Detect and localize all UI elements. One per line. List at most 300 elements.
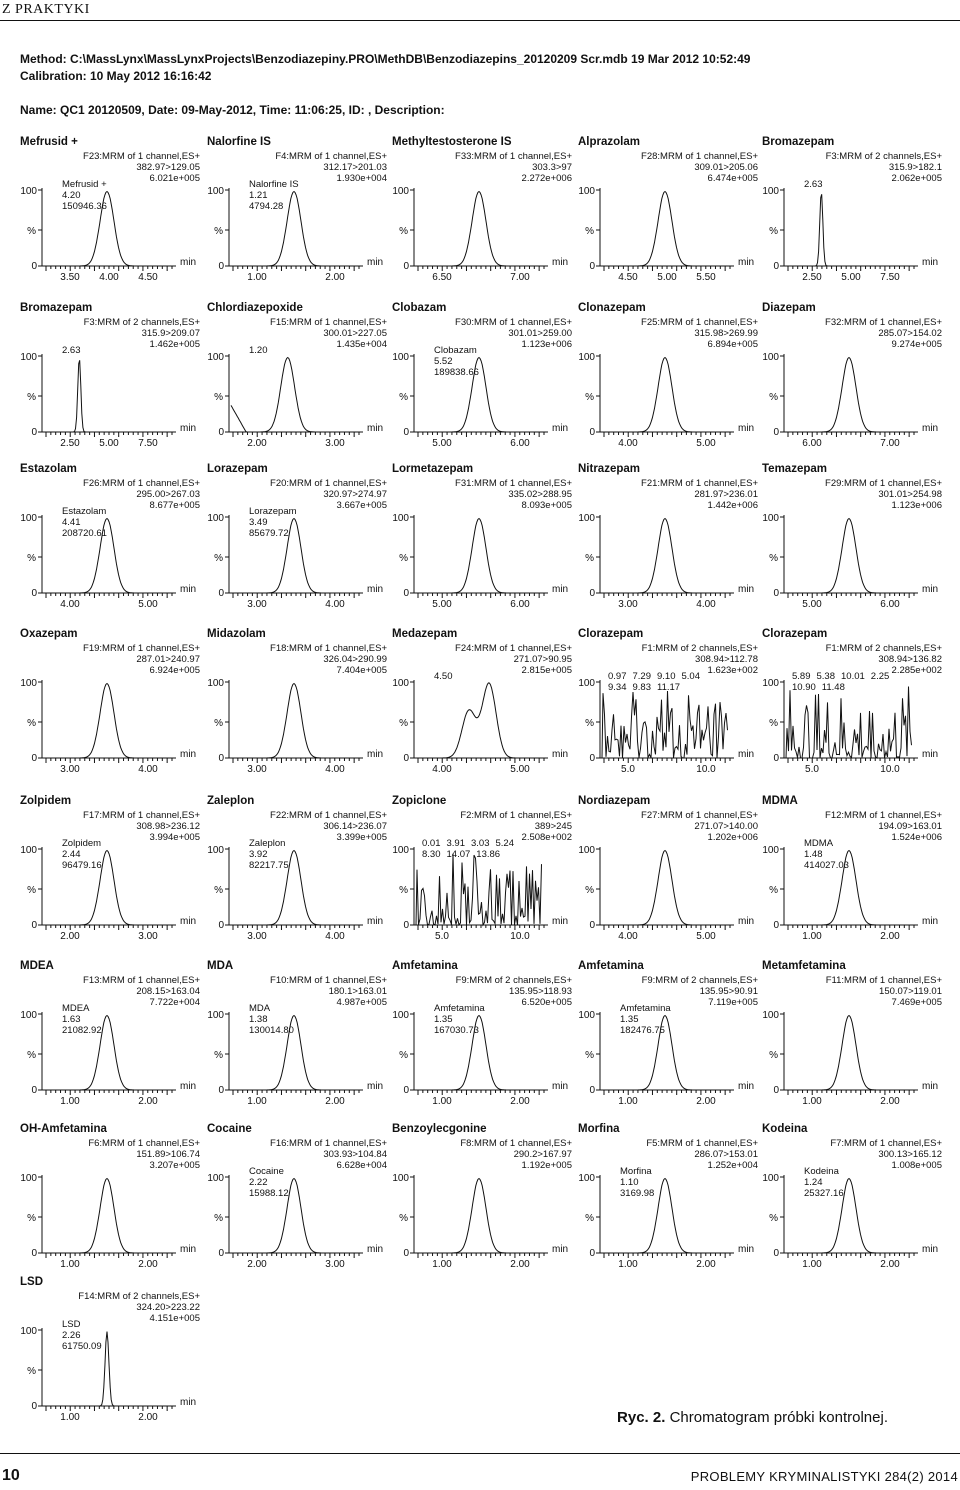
chromatogram-panel — [20, 628, 204, 788]
peak-label: 5.89 — [792, 671, 811, 682]
channel-info — [460, 1138, 572, 1171]
y-label-percent: % — [399, 1213, 408, 1224]
chromatogram-panel — [207, 795, 391, 955]
x-tick-label: 6.50 — [432, 272, 452, 283]
compound-name: Amfetamina — [392, 960, 458, 972]
chromatogram-trace — [416, 192, 542, 267]
peak-label: Amfetamina — [620, 1003, 671, 1014]
y-label-percent: % — [585, 1050, 594, 1061]
x-tick-label: 4.00 — [99, 272, 119, 283]
y-label-100: 100 — [207, 186, 224, 197]
peak-label: 189838.66 — [434, 367, 479, 378]
peak-annotation — [434, 1003, 485, 1036]
channel-info — [641, 478, 758, 511]
peak-label: 13.86 — [476, 849, 501, 860]
mrm-channel: F10:MRM of 1 channel,ES+ — [270, 975, 387, 986]
peak-label: 9.10 — [657, 671, 676, 682]
peak-annotation — [249, 345, 268, 356]
x-tick-label: 5.00 — [657, 272, 677, 283]
peak-label: 4.20 — [62, 190, 81, 201]
peak-intensity: 1.252e+004 — [707, 1160, 758, 1171]
x-unit-label: min — [922, 749, 939, 760]
channel-info — [641, 810, 758, 843]
x-tick-label: 3.00 — [325, 1259, 345, 1270]
chromatogram-trace — [602, 519, 728, 594]
y-label-100: 100 — [762, 845, 779, 856]
peak-intensity: 2.062e+005 — [891, 173, 942, 184]
compound-name: Zopiclone — [392, 795, 447, 807]
compound-name: MDMA — [762, 795, 798, 807]
peak-label: 2.25 — [870, 671, 890, 682]
calibration-line: Calibration: 10 May 2012 16:16:42 — [20, 69, 212, 83]
peak-intensity: 3.399e+005 — [336, 832, 387, 843]
compound-name: Methyltestosterone IS — [392, 136, 512, 148]
channel-info — [826, 151, 942, 184]
peak-label: 5.52 — [434, 356, 453, 367]
mrm-channel: F23:MRM of 1 channel,ES+ — [83, 151, 200, 162]
y-label-100: 100 — [20, 352, 37, 363]
y-label-100: 100 — [20, 186, 37, 197]
y-label-0: 0 — [589, 1248, 595, 1259]
chromatogram-trace — [44, 360, 170, 432]
peak-label: 11.17 — [657, 682, 681, 693]
mrm-transition: 303.93>104.84 — [323, 1149, 387, 1160]
mrm-channel: F12:MRM of 1 channel,ES+ — [825, 810, 942, 821]
x-tick-label: 4.00 — [60, 599, 80, 610]
chromatogram-trace — [786, 1016, 912, 1091]
chromatogram-trace — [231, 684, 357, 759]
x-tick-label: 1.00 — [60, 1259, 80, 1270]
y-label-0: 0 — [31, 261, 37, 272]
y-label-100: 100 — [392, 186, 409, 197]
x-unit-label: min — [738, 1081, 755, 1092]
y-label-percent: % — [769, 1213, 778, 1224]
peak-annotation — [62, 1319, 102, 1352]
mrm-transition: 301.01>259.00 — [508, 328, 572, 339]
channel-info — [646, 1138, 758, 1171]
y-label-0: 0 — [31, 427, 37, 438]
peak-annotation — [620, 1003, 671, 1036]
chromatogram-panel — [762, 463, 946, 623]
compound-name: Bromazepam — [762, 136, 835, 148]
y-label-100: 100 — [207, 845, 224, 856]
y-label-0: 0 — [773, 753, 779, 764]
peak-label: Zaleplon — [249, 838, 286, 849]
x-tick-label: 1.00 — [802, 1259, 822, 1270]
peak-label: 10.90 — [792, 682, 816, 693]
mrm-channel: F5:MRM of 1 channel,ES+ — [646, 1138, 758, 1149]
peak-label: 1.10 — [620, 1177, 639, 1188]
channel-info — [455, 643, 572, 676]
mrm-transition: 287.01>240.97 — [136, 654, 200, 665]
peak-annotation — [62, 838, 102, 871]
y-label-100: 100 — [578, 845, 595, 856]
y-label-percent: % — [27, 885, 36, 896]
peak-annotation — [434, 671, 453, 682]
mrm-transition: 208.15>163.04 — [136, 986, 200, 997]
x-tick-label: 2.00 — [696, 1259, 716, 1270]
y-label-percent: % — [27, 553, 36, 564]
chromatogram-trace — [602, 358, 728, 433]
peak-annotation — [804, 838, 849, 871]
x-unit-label: min — [367, 749, 384, 760]
mrm-transition: 309.01>205.06 — [694, 162, 758, 173]
y-label-100: 100 — [392, 1010, 409, 1021]
y-label-percent: % — [214, 392, 223, 403]
peak-label: 85679.72 — [249, 528, 289, 539]
y-label-percent: % — [769, 1050, 778, 1061]
peak-annotation — [422, 838, 542, 860]
peak-label: 15988.12 — [249, 1188, 289, 1199]
x-unit-label: min — [552, 1081, 569, 1092]
channel-info — [455, 478, 572, 511]
chromatogram-panel — [207, 302, 391, 462]
x-tick-label: 2.50 — [802, 272, 822, 283]
x-tick-label: 3.00 — [138, 931, 158, 942]
chromatogram-panel — [762, 960, 946, 1120]
chromatogram-trace — [786, 519, 912, 594]
x-tick-label: 4.00 — [138, 764, 158, 775]
x-unit-label: min — [367, 1081, 384, 1092]
y-label-100: 100 — [578, 1010, 595, 1021]
peak-intensity: 1.623e+002 — [707, 665, 758, 676]
mrm-transition: 135.95>118.93 — [509, 986, 572, 997]
chromatogram-trace — [602, 192, 728, 267]
peak-intensity: 1.008e+005 — [891, 1160, 942, 1171]
compound-name: OH-Amfetamina — [20, 1123, 107, 1135]
mrm-transition: 312.17>201.03 — [323, 162, 387, 173]
peak-label: 3.92 — [249, 849, 268, 860]
mrm-channel: F18:MRM of 1 channel,ES+ — [270, 643, 387, 654]
peak-label: 3169.98 — [620, 1188, 655, 1199]
compound-name: Mefrusid + — [20, 136, 78, 148]
compound-name: Clonazepam — [578, 302, 646, 314]
y-label-100: 100 — [762, 513, 779, 524]
x-tick-label: 2.00 — [325, 272, 345, 283]
peak-annotation — [620, 1166, 654, 1199]
y-label-100: 100 — [762, 352, 779, 363]
peak-annotation — [804, 1166, 844, 1199]
mrm-transition: 271.07>90.95 — [513, 654, 572, 665]
x-unit-label: min — [922, 1081, 939, 1092]
mrm-transition: 303.3>97 — [532, 162, 572, 173]
x-unit-label: min — [180, 1244, 197, 1255]
mrm-transition: 290.2>167.97 — [513, 1149, 572, 1160]
x-unit-label: min — [367, 916, 384, 927]
peak-annotation — [804, 179, 823, 190]
compound-name: Oxazepam — [20, 628, 78, 640]
x-tick-label: 4.00 — [325, 764, 345, 775]
y-label-0: 0 — [589, 427, 595, 438]
peak-annotation — [249, 1003, 294, 1036]
y-label-100: 100 — [578, 1173, 595, 1184]
chromatogram-panel — [207, 136, 391, 296]
mrm-channel: F27:MRM of 1 channel,ES+ — [641, 810, 758, 821]
chromatogram-panel — [578, 628, 762, 788]
x-unit-label: min — [180, 749, 197, 760]
peak-label: Cocaine — [249, 1166, 284, 1177]
x-tick-label: 6.00 — [880, 599, 900, 610]
y-label-percent: % — [27, 1366, 36, 1377]
compound-name: Morfina — [578, 1123, 620, 1135]
peak-label: 3.03 — [471, 838, 490, 849]
x-tick-label: 7.00 — [880, 438, 900, 449]
y-label-percent: % — [27, 1213, 36, 1224]
peak-label: 96479.16 — [62, 860, 102, 871]
mrm-channel: F4:MRM of 1 channel,ES+ — [275, 151, 387, 162]
y-label-0: 0 — [589, 1085, 595, 1096]
y-label-percent: % — [769, 226, 778, 237]
peak-label: 3.49 — [249, 517, 268, 528]
peak-annotation — [62, 345, 81, 356]
peak-annotation — [249, 506, 297, 539]
peak-annotation — [792, 671, 912, 693]
mrm-channel: F3:MRM of 2 channels,ES+ — [825, 151, 942, 162]
x-tick-label: 1.00 — [247, 1096, 267, 1107]
y-label-0: 0 — [403, 920, 409, 931]
peak-intensity: 2.815e+005 — [521, 665, 572, 676]
peak-label: Estazolam — [62, 506, 107, 517]
mrm-transition: 151.89>106.74 — [136, 1149, 200, 1160]
x-unit-label: min — [738, 916, 755, 927]
x-tick-label: 5.00 — [696, 931, 716, 942]
y-label-0: 0 — [589, 753, 595, 764]
section-header: Z PRAKTYKI — [2, 2, 90, 17]
peak-label: LSD — [62, 1319, 81, 1330]
x-tick-label: 5.00 — [802, 599, 822, 610]
y-label-percent: % — [27, 1050, 36, 1061]
y-label-100: 100 — [392, 352, 409, 363]
peak-intensity: 6.628e+004 — [336, 1160, 387, 1171]
peak-label: 2.22 — [249, 1177, 268, 1188]
x-tick-label: 4.00 — [696, 599, 716, 610]
peak-label: 82217.75 — [249, 860, 289, 871]
x-unit-label: min — [552, 584, 569, 595]
mrm-channel: F26:MRM of 1 channel,ES+ — [83, 478, 200, 489]
peak-intensity: 7.469e+005 — [891, 997, 942, 1008]
x-tick-label: 3.50 — [60, 272, 80, 283]
chromatogram-panel — [578, 302, 762, 462]
y-label-0: 0 — [218, 1248, 224, 1259]
y-label-0: 0 — [773, 920, 779, 931]
x-tick-label: 2.00 — [247, 1259, 267, 1270]
mrm-transition: 271.07>140.00 — [694, 821, 758, 832]
x-tick-label: 1.00 — [802, 931, 822, 942]
compound-name: Midazolam — [207, 628, 266, 640]
mrm-channel: F8:MRM of 1 channel,ES+ — [460, 1138, 572, 1149]
x-tick-label: 3.00 — [247, 764, 267, 775]
peak-label: 5.38 — [816, 671, 835, 682]
peak-label: 4.50 — [434, 671, 453, 682]
channel-info — [641, 317, 758, 350]
x-tick-label: 5.50 — [696, 272, 716, 283]
y-label-0: 0 — [218, 920, 224, 931]
y-label-0: 0 — [218, 1085, 224, 1096]
x-tick-label: 7.50 — [138, 438, 158, 449]
mrm-channel: F2:MRM of 1 channel,ES+ — [460, 810, 572, 821]
x-unit-label: min — [552, 749, 569, 760]
y-label-100: 100 — [20, 1326, 37, 1337]
y-label-0: 0 — [218, 753, 224, 764]
x-tick-label: 4.50 — [138, 272, 158, 283]
compound-name: LSD — [20, 1276, 43, 1288]
y-label-100: 100 — [762, 678, 779, 689]
caption-label: Ryc. 2. — [617, 1409, 666, 1426]
y-label-100: 100 — [578, 186, 595, 197]
peak-intensity: 4.987e+005 — [336, 997, 387, 1008]
compound-name: Clorazepam — [578, 628, 644, 640]
mrm-channel: F13:MRM of 1 channel,ES+ — [83, 975, 200, 986]
channel-info — [270, 643, 387, 676]
peak-intensity: 1.524e+006 — [891, 832, 942, 843]
mrm-channel: F31:MRM of 1 channel,ES+ — [455, 478, 572, 489]
y-label-100: 100 — [392, 845, 409, 856]
x-tick-label: 2.50 — [60, 438, 80, 449]
peak-label: Morfina — [620, 1166, 652, 1177]
y-label-0: 0 — [218, 261, 224, 272]
peak-label: 8.30 — [422, 849, 441, 860]
mrm-transition: 326.04>290.99 — [323, 654, 387, 665]
peak-label: MDMA — [804, 838, 834, 849]
x-tick-label: 10.0 — [510, 931, 530, 942]
peak-label: 2.44 — [62, 849, 81, 860]
x-tick-label: 2.00 — [880, 1259, 900, 1270]
x-tick-label: 5.00 — [99, 438, 119, 449]
y-label-0: 0 — [31, 753, 37, 764]
peak-label: 9.83 — [632, 682, 651, 693]
peak-label: Kodeina — [804, 1166, 839, 1177]
mrm-transition: 301.01>254.98 — [878, 489, 942, 500]
y-label-percent: % — [214, 553, 223, 564]
x-unit-label: min — [922, 257, 939, 268]
mrm-channel: F28:MRM of 1 channel,ES+ — [641, 151, 758, 162]
y-label-0: 0 — [403, 261, 409, 272]
mrm-transition: 315.9>209.07 — [141, 328, 200, 339]
x-unit-label: min — [922, 584, 939, 595]
x-tick-label: 1.00 — [432, 1096, 452, 1107]
peak-annotation — [62, 1003, 102, 1036]
x-tick-label: 1.00 — [618, 1096, 638, 1107]
compound-name: Clobazam — [392, 302, 447, 314]
mrm-transition: 150.07>119.01 — [879, 986, 942, 997]
y-label-percent: % — [585, 885, 594, 896]
mrm-transition: 295.00>267.03 — [136, 489, 200, 500]
y-label-100: 100 — [578, 513, 595, 524]
mrm-transition: 382.97>129.05 — [136, 162, 200, 173]
x-tick-label: 5.00 — [432, 599, 452, 610]
y-label-100: 100 — [207, 1173, 224, 1184]
compound-name: MDEA — [20, 960, 54, 972]
peak-label: 7.29 — [632, 671, 651, 682]
peak-intensity: 1.442e+006 — [707, 500, 758, 511]
x-unit-label: min — [738, 257, 755, 268]
chromatogram-panel — [578, 795, 762, 955]
x-unit-label: min — [180, 916, 197, 927]
peak-label: 1.63 — [62, 1014, 81, 1025]
peak-label: MDEA — [62, 1003, 90, 1014]
y-label-0: 0 — [31, 920, 37, 931]
peak-label: 11.48 — [821, 682, 845, 693]
y-label-0: 0 — [218, 427, 224, 438]
x-tick-label: 4.00 — [325, 599, 345, 610]
mrm-transition: 286.07>153.01 — [694, 1149, 758, 1160]
y-label-0: 0 — [403, 1085, 409, 1096]
y-label-percent: % — [27, 718, 36, 729]
mrm-channel: F1:MRM of 2 channels,ES+ — [825, 643, 942, 654]
y-label-percent: % — [27, 392, 36, 403]
compound-name: Benzoylecgonine — [392, 1123, 487, 1135]
x-tick-label: 2.00 — [138, 1412, 158, 1423]
x-tick-label: 3.00 — [618, 599, 638, 610]
peak-annotation — [249, 838, 289, 871]
method-line: Method: C:\MassLynx\MassLynxProjects\Benzodiazepiny.PRO\MethDB\Benzodiazepins_20120209 Scr.mdb 19 Mar 2012 10:52:49 — [20, 52, 751, 66]
chromatogram-panel — [762, 795, 946, 955]
compound-name: Nalorfine IS — [207, 136, 271, 148]
mrm-channel: F30:MRM of 1 channel,ES+ — [455, 317, 572, 328]
x-tick-label: 6.00 — [510, 438, 530, 449]
chromatogram-panel — [762, 628, 946, 788]
chromatogram-trace — [786, 194, 912, 266]
chromatogram-trace — [44, 684, 170, 759]
peak-intensity: 4.151e+005 — [149, 1313, 200, 1324]
x-tick-label: 4.50 — [618, 272, 638, 283]
chromatogram-trace — [231, 358, 357, 433]
y-label-percent: % — [399, 1050, 408, 1061]
chromatogram-panel — [20, 1123, 204, 1283]
peak-label: MDA — [249, 1003, 271, 1014]
peak-label: 1.35 — [434, 1014, 453, 1025]
y-label-percent: % — [769, 553, 778, 564]
y-label-percent: % — [399, 226, 408, 237]
x-unit-label: min — [738, 1244, 755, 1255]
channel-info — [825, 317, 942, 350]
x-tick-label: 1.00 — [60, 1096, 80, 1107]
peak-label: 2.63 — [804, 179, 823, 190]
peak-label: 208720.61 — [62, 528, 107, 539]
y-label-100: 100 — [20, 1173, 37, 1184]
chromatogram-panel — [578, 1123, 762, 1283]
y-label-100: 100 — [207, 352, 224, 363]
peak-label: 25327.16 — [804, 1188, 844, 1199]
y-label-0: 0 — [403, 753, 409, 764]
x-tick-label: 1.00 — [60, 1412, 80, 1423]
peak-intensity: 6.021e+005 — [149, 173, 200, 184]
channel-info — [88, 1138, 200, 1171]
chromatogram-panel — [578, 960, 762, 1120]
peak-label: 130014.80 — [249, 1025, 294, 1036]
compound-name: Medazepam — [392, 628, 458, 640]
chromatogram-trace — [44, 1179, 170, 1254]
y-label-0: 0 — [403, 588, 409, 599]
page-number: 10 — [2, 1467, 20, 1484]
x-unit-label: min — [738, 423, 755, 434]
x-tick-label: 2.00 — [247, 438, 267, 449]
chromatogram-panel — [762, 302, 946, 462]
x-unit-label: min — [180, 584, 197, 595]
x-unit-label: min — [367, 584, 384, 595]
peak-label: 21082.92 — [62, 1025, 102, 1036]
mrm-channel: F29:MRM of 1 channel,ES+ — [825, 478, 942, 489]
journal-title: PROBLEMY KRYMINALISTYKI 284(2) 2014 — [690, 1469, 958, 1484]
y-label-100: 100 — [392, 513, 409, 524]
compound-name: Kodeina — [762, 1123, 808, 1135]
channel-info — [455, 151, 572, 184]
peak-label: 1.24 — [804, 1177, 823, 1188]
mrm-channel: F32:MRM of 1 channel,ES+ — [825, 317, 942, 328]
y-label-percent: % — [585, 718, 594, 729]
x-unit-label: min — [180, 257, 197, 268]
y-label-0: 0 — [589, 920, 595, 931]
